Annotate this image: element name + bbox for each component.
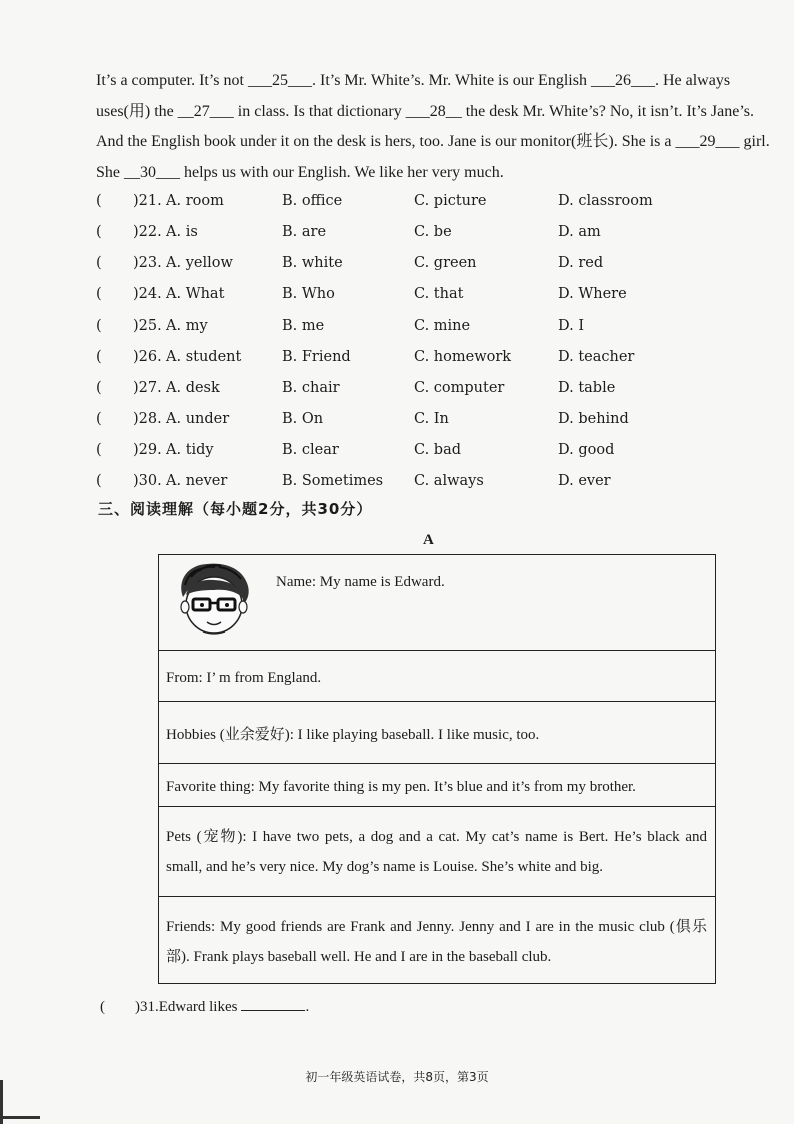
card-from: From: I’ m from England. <box>166 670 322 686</box>
question-31 <box>100 996 309 1016</box>
option-a: A. yellow <box>166 255 233 271</box>
option-b: B. Who <box>282 286 335 302</box>
text: . He always <box>654 72 731 89</box>
card-favorite: Favorite thing: My favorite thing is my pen. It’s blue and it’s from my brother. <box>166 779 636 795</box>
option-d: D. ever <box>558 473 611 489</box>
card-pets: Pets (宠物): I have two pets, a dog and a cat. My cat’s name is Bert. He’s black and small, and he’s very nice. My dog’s name is Louise. She’s white and big. <box>166 829 707 875</box>
question-number: )27. <box>133 380 162 396</box>
question-number: )25. <box>133 318 162 334</box>
option-b: B. On <box>282 411 324 427</box>
card-row-from <box>159 651 715 702</box>
option-a: A. What <box>166 286 225 302</box>
option-b: B. clear <box>282 442 339 458</box>
page-footer: 初一年级英语试卷，共8页，第3页 <box>305 1070 489 1084</box>
card-row-favorite <box>159 764 715 807</box>
option-c: C. be <box>414 224 452 240</box>
answer-paren: ( <box>100 999 105 1015</box>
answer-paren: ( <box>96 349 102 365</box>
option-a: A. tidy <box>166 442 214 458</box>
option-b: B. Sometimes <box>282 473 384 489</box>
text: . It’s Mr. White’s. Mr. White is our English <box>311 72 591 89</box>
option-c: C. always <box>414 473 484 489</box>
blank-25: ___25___ <box>247 72 312 89</box>
answer-paren: ( <box>96 193 102 209</box>
section-title: 三、阅读理解（每小题2分，共30分） <box>98 500 373 518</box>
profile-card <box>158 554 716 984</box>
option-c: C. bad <box>414 442 462 458</box>
option-a: A. desk <box>166 380 220 396</box>
question-number: )28. <box>133 411 162 427</box>
text: in class. Is that dictionary <box>233 102 406 120</box>
question-number: )24. <box>133 286 162 302</box>
card-row-hobbies <box>159 702 715 764</box>
text: It’s a computer. It’s not <box>96 72 248 89</box>
question-number: )30. <box>133 473 162 489</box>
text: uses(用) the <box>96 102 178 120</box>
option-a: A. student <box>166 349 242 365</box>
scan-edge-mark <box>0 1116 40 1119</box>
option-b: B. are <box>282 224 327 240</box>
option-b: B. Friend <box>282 349 351 365</box>
boy-with-glasses-icon <box>171 561 257 637</box>
option-b: B. white <box>282 255 343 271</box>
blank-26: ___26___ <box>590 72 655 89</box>
answer-paren: ( <box>96 442 102 458</box>
card-name: Name: My name is Edward. <box>276 574 445 590</box>
option-d: D. table <box>558 380 616 396</box>
question-31-blank[interactable] <box>241 996 305 1011</box>
option-b: B. office <box>282 193 343 209</box>
answer-paren: ( <box>96 411 102 427</box>
option-a: A. my <box>166 318 208 334</box>
text: helps us with our English. We like her very much. <box>180 163 504 181</box>
text: And the English book under it on the desk is hers, too. Jane is our monitor(班长). She is a <box>96 133 676 150</box>
option-a: A. room <box>166 193 224 209</box>
question-31-end: . <box>305 999 310 1015</box>
text: She <box>96 163 124 181</box>
option-d: D. am <box>558 224 601 240</box>
blank-29: ___29___ <box>675 133 740 150</box>
passage-label: A <box>423 532 434 548</box>
blank-27: __27___ <box>177 102 234 120</box>
option-c: C. mine <box>414 318 471 334</box>
option-d: D. teacher <box>558 349 635 365</box>
option-b: B. me <box>282 318 325 334</box>
question-31-text: )31.Edward likes <box>135 999 238 1015</box>
option-a: A. is <box>166 224 198 240</box>
card-row-pets <box>159 807 715 897</box>
passage-line-3 <box>96 127 770 158</box>
option-d: D. I <box>558 318 585 334</box>
answer-paren: ( <box>96 318 102 334</box>
option-c: C. computer <box>414 380 505 396</box>
passage-line-2 <box>96 97 760 128</box>
question-number: )29. <box>133 442 162 458</box>
option-d: D. good <box>558 442 615 458</box>
text: the desk Mr. White’s? No, it isn’t. It’s Jane’s. <box>461 102 755 120</box>
question-number: )23. <box>133 255 162 271</box>
cloze-passage <box>96 66 770 188</box>
blank-28: ___28__ <box>405 102 462 120</box>
option-d: D. classroom <box>558 193 653 209</box>
question-number: )22. <box>133 224 162 240</box>
question-number: )21. <box>133 193 162 209</box>
option-c: C. picture <box>414 193 487 209</box>
answer-paren: ( <box>96 286 102 302</box>
question-number: )26. <box>133 349 162 365</box>
option-d: D. Where <box>558 286 627 302</box>
card-row-friends <box>159 897 715 983</box>
card-hobbies: Hobbies (业余爱好): I like playing baseball. I like music, too. <box>166 727 540 743</box>
passage-line-4 <box>96 158 760 189</box>
blank-30: __30___ <box>124 163 180 181</box>
option-c: C. In <box>414 411 449 427</box>
card-row-name <box>159 555 715 651</box>
text: girl. <box>739 133 770 150</box>
card-friends: Friends: My good friends are Frank and Jenny. Jenny and I are in the music club (俱乐部). Frank plays baseball well. He and I are in the baseball club. <box>166 919 707 965</box>
answer-paren: ( <box>96 224 102 240</box>
option-d: D. red <box>558 255 604 271</box>
answer-paren: ( <box>96 255 102 271</box>
option-a: A. never <box>166 473 228 489</box>
option-b: B. chair <box>282 380 340 396</box>
passage-line-1 <box>96 66 760 97</box>
option-d: D. behind <box>558 411 629 427</box>
option-c: C. homework <box>414 349 512 365</box>
answer-paren: ( <box>96 473 102 489</box>
option-c: C. that <box>414 286 464 302</box>
option-c: C. green <box>414 255 477 271</box>
answer-paren: ( <box>96 380 102 396</box>
option-a: A. under <box>166 411 230 427</box>
